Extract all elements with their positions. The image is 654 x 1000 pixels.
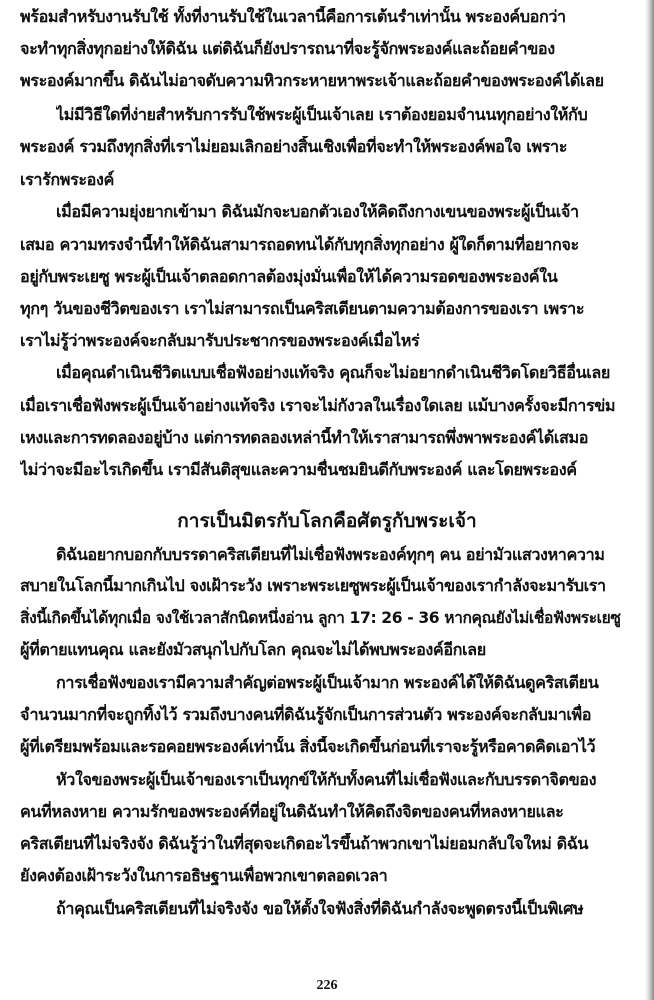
text-line: ไม่ว่าจะมีอะไรเกิดขึ้น เรามีสันติสุขและความชื่นชมยินดีกับพระองค์ และโดยพระองค์ <box>20 460 577 479</box>
text-line: เมื่อคุณดำเนินชีวิตแบบเชื่อฟังอย่างแท้จริง คุณก็จะไม่อยากดำเนินชีวิตโดยวิธีอื่นเลย <box>56 363 611 382</box>
text-line: ดิฉันอยากบอกกับบรรดาคริสเตียนที่ไม่เชื่อฟังพระองค์ทุกๆ คน อย่ามัวแสวงหาความ <box>56 545 605 564</box>
text-line: ผู้ที่ตายแทนคุณ และยังมัวสนุกไปกับโลก คุณจะไม่ได้พบพระองค์อีกเลย <box>20 640 486 659</box>
text-line: คนที่หลงหาย ความรักของพระองค์ที่อยู่ในดิฉันทำให้คิดถึงจิตของคนที่หลงหายและ <box>20 802 564 821</box>
text-line: คริสเตียนที่ไม่จริงจัง ดิฉันรู้ว่าในที่สุดจะเกิดอะไรขึ้นถ้าพวกเขาไม่ยอมกลับใจใหม่ ดิฉัน <box>20 834 589 853</box>
text-line: ยังคงต้องเฝ้าระวังในการอธิษฐานเพื่อพวกเขาตลอดเวลา <box>20 866 388 885</box>
text-line: จะทำทุกสิ่งทุกอย่างให้ดิฉัน แต่ดิฉันก็ยังปรารถนาที่จะรู้จักพระองค์และถ้อยคำของ <box>20 39 555 58</box>
text-line: พระองค์ รวมถึงทุกสิ่งที่เราไม่ยอมเลิกอย่างสิ้นเชิงเพื่อที่จะทำให้พระองค์พอใจ เพราะ <box>20 137 567 156</box>
text-line: หัวใจของพระผู้เป็นเจ้าของเราเป็นทุกข์ให้กับทั้งคนที่ไม่เชื่อฟังและกับบรรดาจิตของ <box>56 770 597 789</box>
text-line: เหงและการทดลองอยู่บ้าง แต่การทดลองเหล่านี้ทำให้เราสามารถพึ่งพาพระองค์ได้เสมอ <box>20 428 589 447</box>
text-line: เสมอ ความทรงจำนี้ทำให้ดิฉันสามารถอดทนได้กับทุกสิ่งทุกอย่าง ผู้ใดก็ตามที่อยากจะ <box>20 235 579 254</box>
section-heading: การเป็นมิตรกับโลกคือศัตรูกับพระเจ้า <box>177 510 477 532</box>
text-line: พระองค์มากขึ้น ดิฉันไม่อาจดับความหิวกระหายหาพระเจ้าและถ้อยคำของพระองค์ได้เลย <box>20 71 604 90</box>
text-line: ไม่มีวิธีใดที่ง่ายสำหรับการรับใช้พระผู้เป็นเจ้าเลย เราต้องยอมจำนนทุกอย่างให้กับ <box>56 105 588 124</box>
text-line: จำนวนมากที่จะถูกทิ้งไว้ รวมถึงบางคนที่ดิฉันรู้จักเป็นการส่วนตัว พระองค์จะกลับมาเพื่อ <box>20 705 592 724</box>
text-line: ผู้ที่เตรียมพร้อมและรอคอยพระองค์เท่านั้น สิ่งนี้จะเกิดขึ้นก่อนที่เราจะรู้หรือคาดคิดเอาไว้ <box>20 737 596 756</box>
text-line: เมื่อมีความยุ่งยากเข้ามา ดิฉันมักจะบอกตัวเองให้คิดถึงกางเขนของพระผู้เป็นเจ้า <box>56 202 579 221</box>
text-line: ถ้าคุณเป็นคริสเตียนที่ไม่จริงจัง ขอให้ตั้งใจฟังสิ่งที่ดิฉันกำลังจะพูดตรงนี้เป็นพิเศษ <box>56 899 584 918</box>
text-line: สบายในโลกนี้มากเกินไป จงเฝ้าระวัง เพราะพระเยซูพระผู้เป็นเจ้าของเรากำลังจะมารับเรา <box>20 576 606 595</box>
text-line: เรารักพระองค์ <box>20 170 114 189</box>
text-line: เมื่อเราเชื่อฟังพระผู้เป็นเจ้าอย่างแท้จริง เราจะไม่กังวลในเรื่องใดเลย แม้บางครั้งจะมีการข่ม <box>20 396 616 415</box>
page-edge-shadow <box>645 0 654 1000</box>
text-line: เราไม่รู้ว่าพระองค์จะกลับมารับประชากรของพระองค์เมื่อไหร่ <box>20 331 420 350</box>
page-number: 226 <box>316 978 338 993</box>
text-line: พร้อมสำหรับงานรับใช้ ทั้งที่งานรับใช้ในเวลานี้คือการเต้นรำเท่านั้น พระองค์บอกว่า <box>20 7 566 26</box>
text-line: การเชื่อฟังของเรามีความสำคัญต่อพระผู้เป็นเจ้ามาก พระองค์ได้ให้ดิฉันดูคริสเตียน <box>56 673 599 692</box>
text-line: อยู่กับพระเยซู พระผู้เป็นเจ้าตลอดกาลต้องมุ่งมั่นเพื่อให้ได้ความรอดของพระองค์ใน <box>20 267 558 286</box>
text-line: สิ่งนี้เกิดขึ้นได้ทุกเมื่อ จงใช้เวลาสักนิดหนึ่งอ่าน ลูกา 17: 26 - 36 หากคุณยังไม่เชื่อฟังพระเยซู <box>20 609 621 627</box>
text-line: ทุกๆ วันของชีวิตของเรา เราไม่สามารถเป็นคริสเตียนตามความต้องการของเรา เพราะ <box>20 299 585 318</box>
